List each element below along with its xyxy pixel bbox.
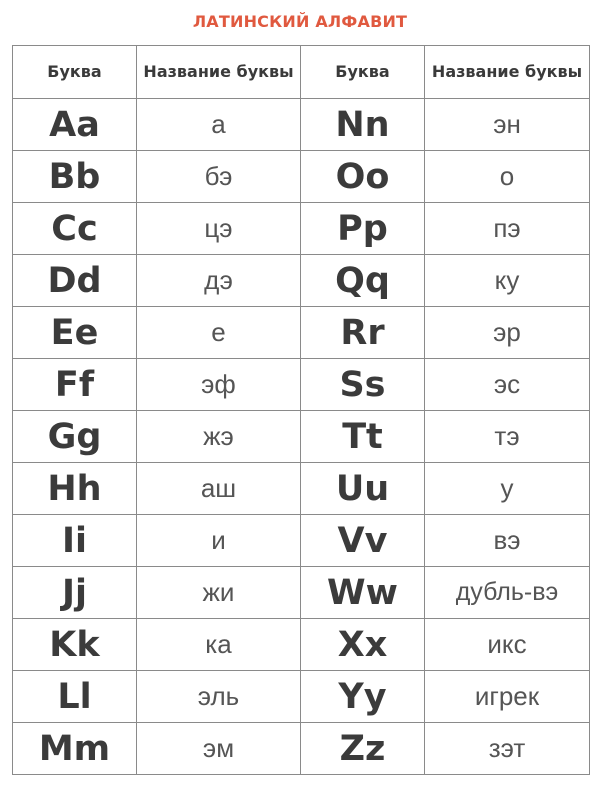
name-cell: эф [137,359,301,411]
name-cell: эс [425,359,590,411]
alphabet-table [12,45,590,775]
letter-cell: Cc [13,203,137,255]
name-cell: эль [137,671,301,723]
name-cell: цэ [137,203,301,255]
letter-cell: Dd [13,255,137,307]
letter-cell: Bb [13,151,137,203]
name-cell: аш [137,463,301,515]
name-cell: ку [425,255,590,307]
letter-cell: Yy [301,671,425,723]
page-title: ЛАТИНСКИЙ АЛФАВИТ [192,12,408,31]
table-row [13,203,590,255]
name-cell: икс [425,619,590,671]
letter-cell: Kk [13,619,137,671]
letter-cell: Vv [301,515,425,567]
table-row [13,619,590,671]
name-cell: у [425,463,590,515]
letter-cell: Nn [301,99,425,151]
table-row [13,515,590,567]
table-row [13,723,590,775]
table-row [13,359,590,411]
letter-cell: Uu [301,463,425,515]
letter-cell: Qq [301,255,425,307]
name-cell: а [137,99,301,151]
table-row [13,463,590,515]
letter-cell: Rr [301,307,425,359]
name-cell: вэ [425,515,590,567]
header-name-left: Название буквы [137,46,301,99]
letter-cell: Jj [13,567,137,619]
table-row [13,411,590,463]
letter-cell: Ll [13,671,137,723]
name-cell: о [425,151,590,203]
letter-cell: Pp [301,203,425,255]
letter-cell: Aa [13,99,137,151]
name-cell: ка [137,619,301,671]
letter-cell: Ee [13,307,137,359]
letter-cell: Tt [301,411,425,463]
letter-cell: Ww [301,567,425,619]
name-cell: пэ [425,203,590,255]
name-cell: тэ [425,411,590,463]
table-body [13,99,590,775]
name-cell: зэт [425,723,590,775]
letter-cell: Xx [301,619,425,671]
letter-cell: Mm [13,723,137,775]
name-cell: жэ [137,411,301,463]
letter-cell: Ff [13,359,137,411]
name-cell: эм [137,723,301,775]
table-row [13,99,590,151]
name-cell: дэ [137,255,301,307]
name-cell: эр [425,307,590,359]
header-name-right: Название буквы [425,46,590,99]
table-header [13,46,590,99]
letter-cell: Gg [13,411,137,463]
name-cell: игрек [425,671,590,723]
name-cell: дубль-вэ [425,567,590,619]
table-row [13,307,590,359]
letter-cell: Ss [301,359,425,411]
table-row [13,151,590,203]
table-row [13,567,590,619]
name-cell: жи [137,567,301,619]
letter-cell: Oo [301,151,425,203]
letter-cell: Hh [13,463,137,515]
header-letter-left: Буква [13,46,137,99]
name-cell: эн [425,99,590,151]
letter-cell: Zz [301,723,425,775]
table-row [13,671,590,723]
letter-cell: Ii [13,515,137,567]
name-cell: и [137,515,301,567]
name-cell: е [137,307,301,359]
name-cell: бэ [137,151,301,203]
table-row [13,255,590,307]
header-letter-right: Буква [301,46,425,99]
header-row [13,46,590,99]
